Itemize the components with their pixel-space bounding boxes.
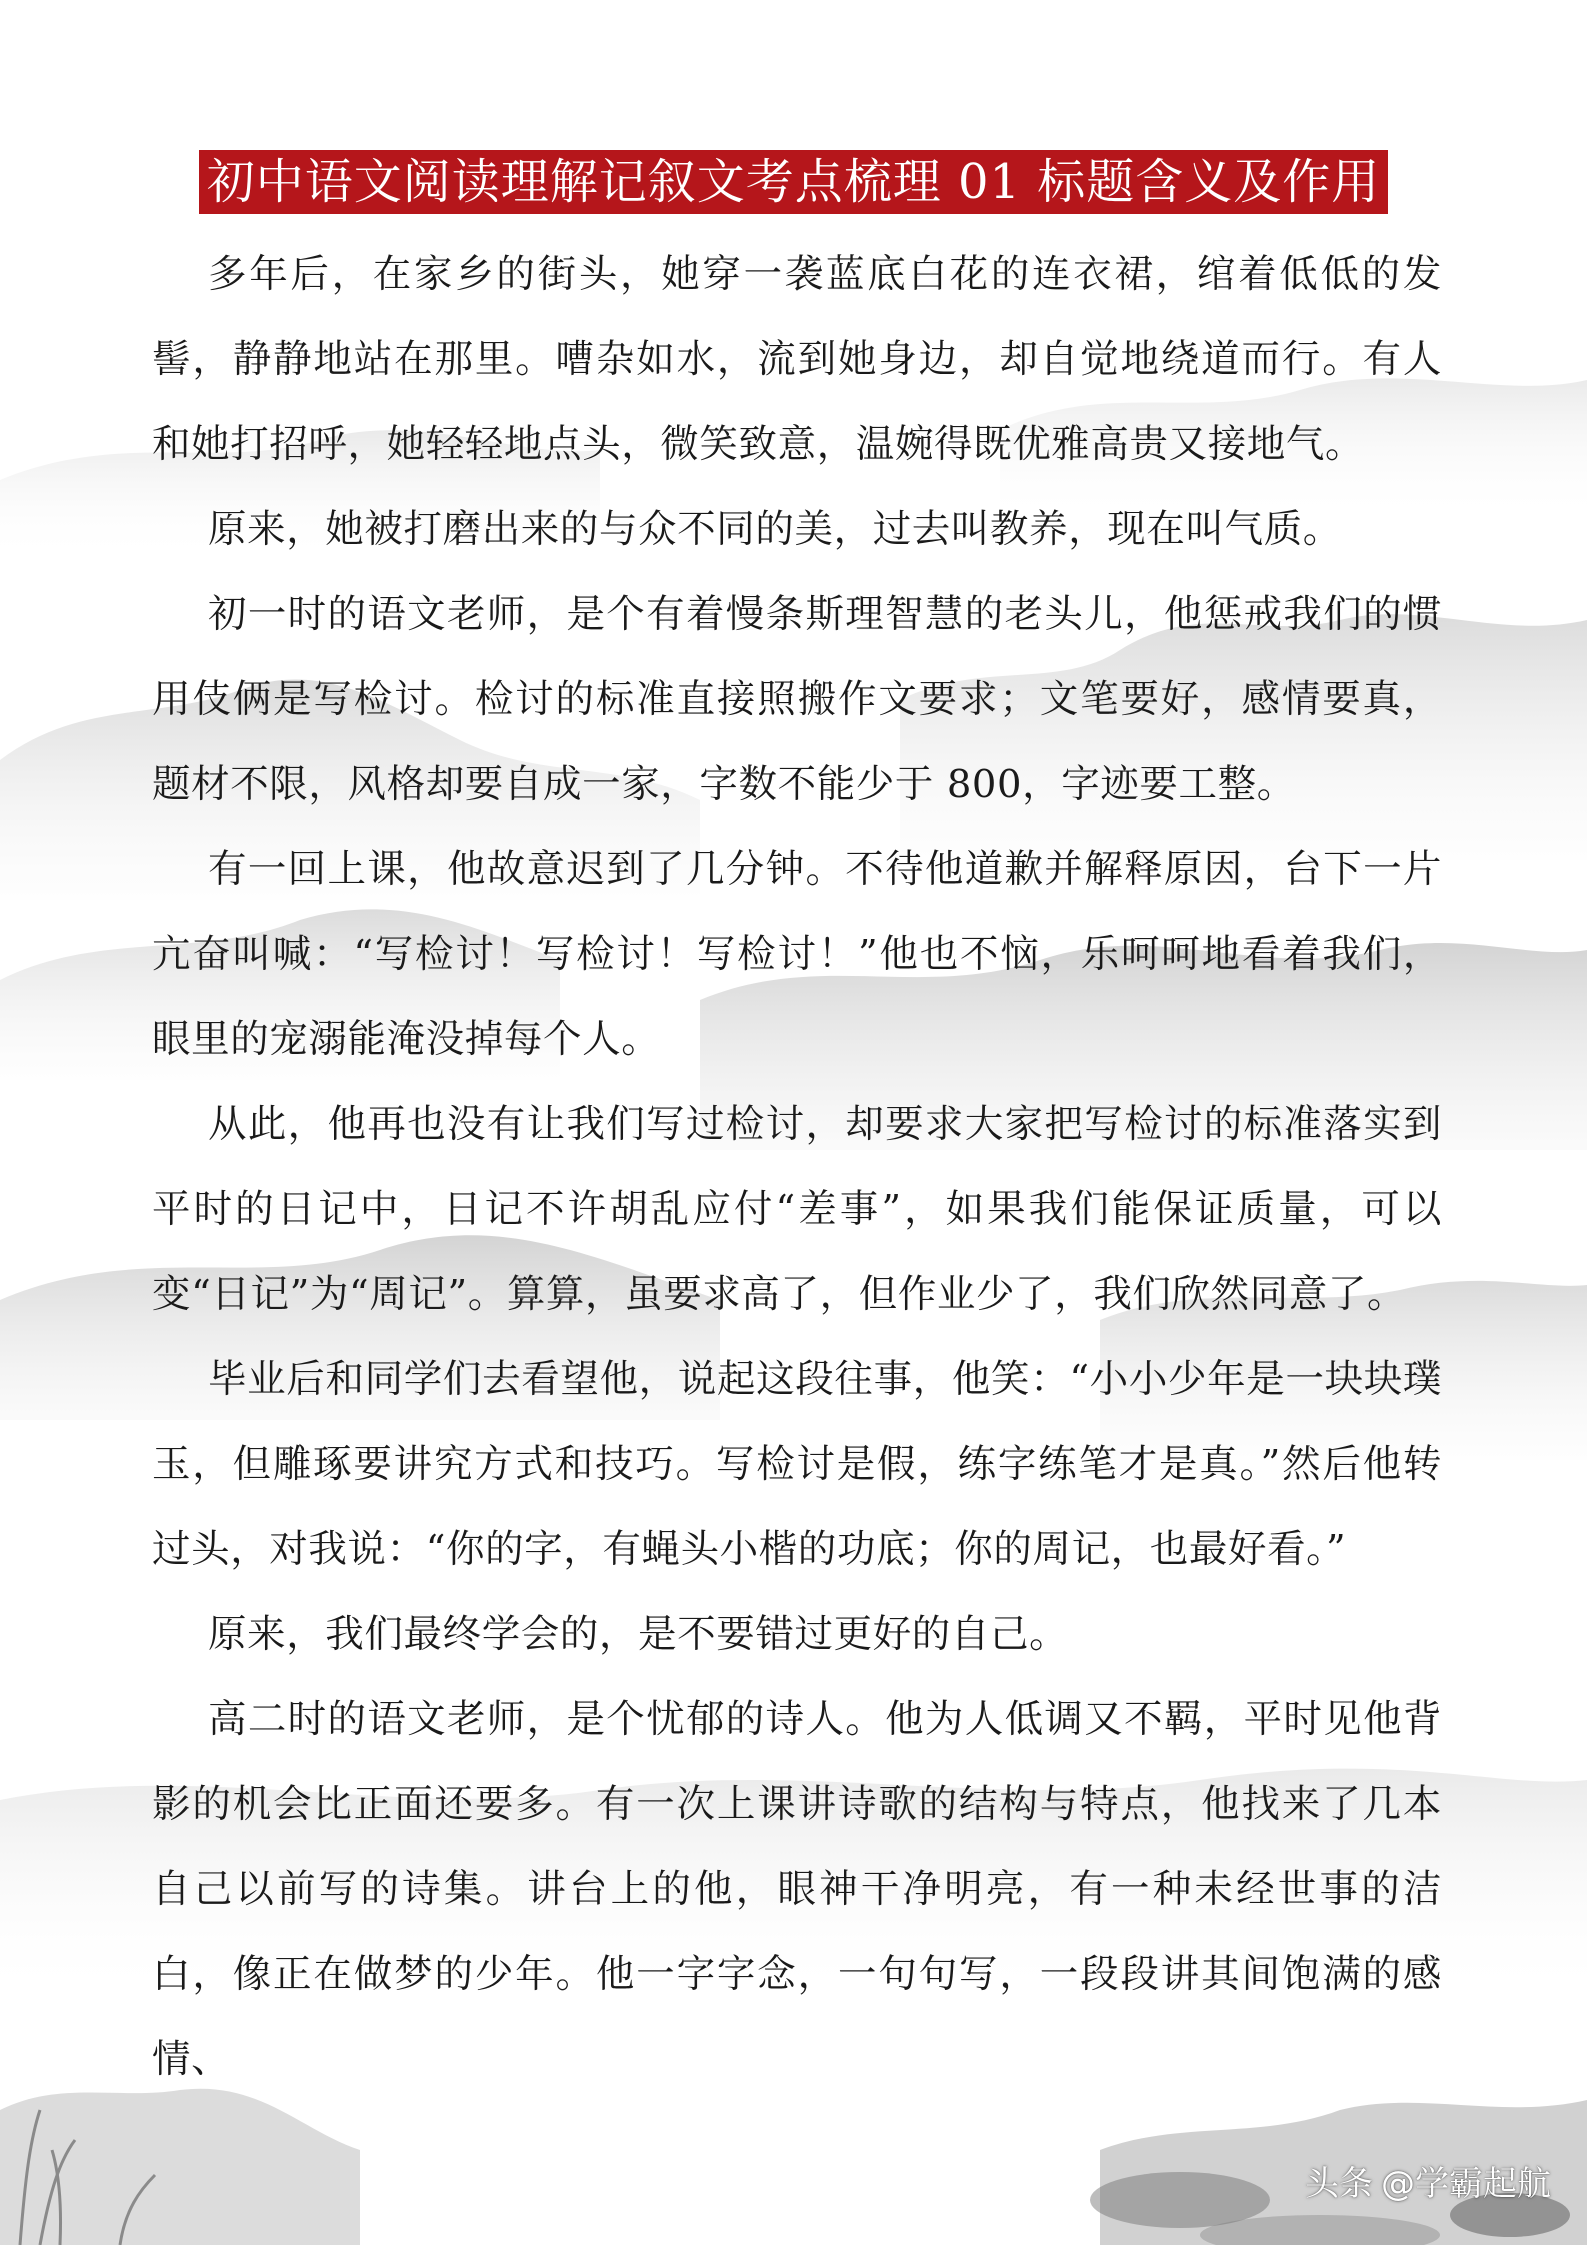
platform-watermark xyxy=(1305,2156,1551,2205)
document-title: 初中语文阅读理解记叙文考点梳理 01 标题含义及作用 xyxy=(199,150,1389,214)
paragraph: 初一时的语文老师，是个有着慢条斯理智慧的老头儿，他惩戒我们的惯用伎俩是写检讨。检讨的标准直接照搬作文要求；文笔要好，感情要真，题材不限，风格却要自成一家，字数不能少于 800，字迹要工整。 xyxy=(152,592,1442,807)
paragraph: 原来，我们最终学会的，是不要错过更好的自己。 xyxy=(208,1612,1069,1657)
paragraph: 毕业后和同学们去看望他，说起这段往事，他笑：“小小少年是一块块璞玉，但雕琢要讲究方式和技巧。写检讨是假，练字练笔才是真。”然后他转过头，对我说：“你的字，有蝇头小楷的功底；你的周记，也最好看。” xyxy=(152,1357,1442,1572)
watermark-handle: @学霸起航 xyxy=(1381,2164,1551,2204)
paragraph: 高二时的语文老师，是个忧郁的诗人。他为人低调又不羁，平时见他背影的机会比正面还要多。有一次上课讲诗歌的结构与特点，他找来了几本自己以前写的诗集。讲台上的他，眼神干净明亮，有一种未经世事的洁白，像正在做梦的少年。他一字字念，一句句写，一段段讲其间饱满的感情、 xyxy=(152,1697,1442,2082)
title-wrapper xyxy=(0,150,1587,214)
paragraph: 有一回上课，他故意迟到了几分钟。不待他道歉并解释原因，台下一片亢奋叫喊：“写检讨！写检讨！写检讨！”他也不恼，乐呵呵地看着我们，眼里的宠溺能淹没掉每个人。 xyxy=(152,847,1442,1062)
paragraph: 原来，她被打磨出来的与众不同的美，过去叫教养，现在叫气质。 xyxy=(208,507,1342,552)
paragraph: 从此，他再也没有让我们写过检讨，却要求大家把写检讨的标准落实到平时的日记中，日记不许胡乱应付“差事”，如果我们能保证质量，可以变“日记”为“周记”。算算，虽要求高了，但作业少了，我们欣然同意了。 xyxy=(152,1102,1442,1317)
paragraph: 多年后，在家乡的街头，她穿一袭蓝底白花的连衣裙，绾着低低的发髻，静静地站在那里。嘈杂如水，流到她身边，却自觉地绕道而行。有人和她打招呼，她轻轻地点头，微笑致意，温婉得既优雅高贵又接地气。 xyxy=(152,252,1442,467)
watermark-platform: 头条 xyxy=(1305,2164,1373,2204)
article-body xyxy=(152,232,1442,2102)
